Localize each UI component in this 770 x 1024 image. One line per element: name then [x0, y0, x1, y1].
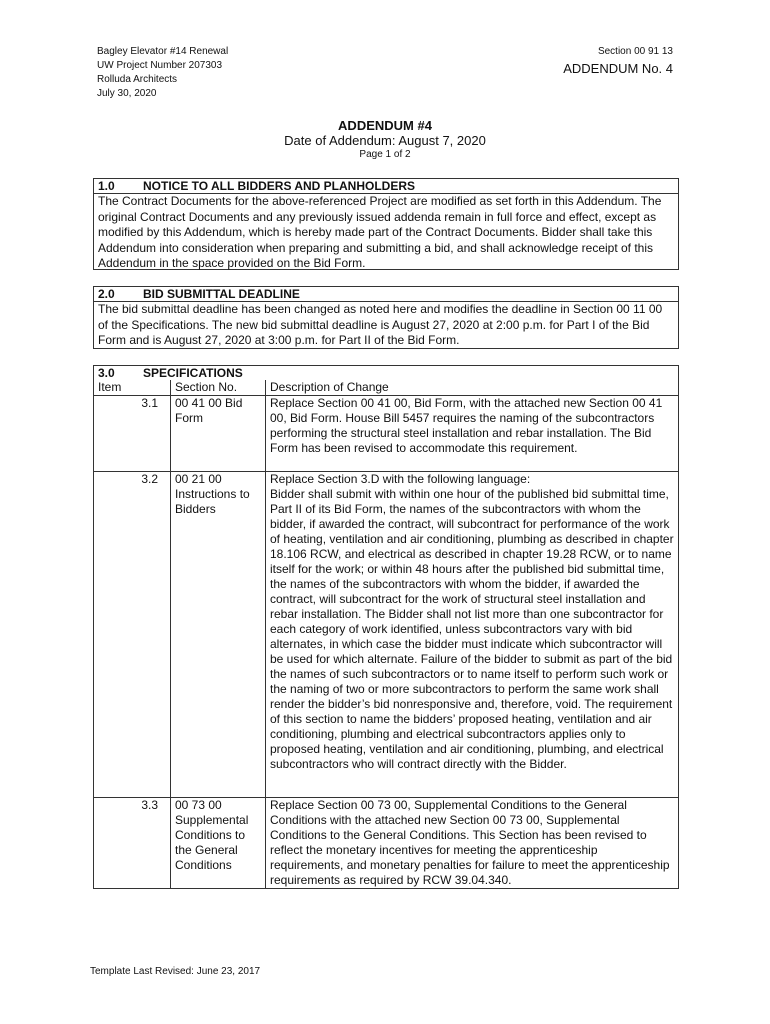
section-number: 3.0 [98, 366, 115, 380]
section-heading [94, 287, 678, 302]
section-number: 1.0 [98, 179, 115, 193]
section-reference: 00 73 00 Supplemental Conditions to the General Conditions [171, 798, 266, 889]
specifications-heading-row [94, 366, 679, 381]
column-header-item: Item [94, 380, 171, 396]
section-title: BID SUBMITTAL DEADLINE [143, 287, 300, 301]
specifications-table [93, 365, 679, 889]
page-number: Page 1 of 2 [359, 149, 411, 160]
section-reference: 00 21 00 Instructions to Bidders [171, 472, 266, 798]
change-description: Replace Section 00 73 00, Supplemental Conditions to the General Conditions with the attached new Section 00 73 00, Supplemental Conditions to the General Conditions. This Section has been revised to reflect the monetary incentives for meeting the apprenticeship requirements, and monetary penalties for failure to meet the apprenticeship requirements as required by RCW 39.04.340. [266, 798, 679, 889]
document-date: July 30, 2020 [97, 88, 157, 99]
section-notice-to-bidders [93, 178, 679, 270]
section-number: Section 00 91 13 [597, 46, 673, 57]
column-header-description: Description of Change [266, 380, 679, 396]
addendum-label: ADDENDUM No. 4 [563, 61, 673, 76]
project-name: Bagley Elevator #14 Renewal [97, 46, 229, 57]
item-number: 3.3 [94, 798, 171, 889]
section-reference: 00 41 00 Bid Form [171, 396, 266, 472]
section-heading [94, 179, 678, 194]
addendum-date: Date of Addendum: August 7, 2020 [284, 133, 486, 148]
section-title: NOTICE TO ALL BIDDERS AND PLANHOLDERS [143, 179, 416, 193]
section-title: SPECIFICATIONS [143, 366, 243, 380]
item-number: 3.1 [94, 396, 171, 472]
header-section-info [563, 45, 673, 78]
addendum-title: ADDENDUM #4 [338, 118, 432, 133]
section-body: The Contract Documents for the above-referenced Project are modified as set forth in this Addendum. The original Contract Documents and any previously issued addenda remain in full force and effect, except as modified by this Addendum, which is hereby made part of the Contract Documents. Bidder shall take this Addendum into consideration when preparing and submitting a bid, and shall acknowledge receipt of this Addendum in the space provided on the Bid Form. [98, 194, 662, 270]
column-header-row [94, 380, 679, 396]
section-bid-submittal-deadline [93, 286, 679, 349]
column-header-section: Section No. [171, 380, 266, 396]
item-number: 3.2 [94, 472, 171, 798]
template-revision-footer: Template Last Revised: June 23, 2017 [90, 966, 261, 977]
table-row [94, 396, 679, 472]
change-description: Replace Section 3.D with the following language: Bidder shall submit with within one hour of the published bid submittal time, Part II of its Bid Form, the names of the subcontractors with whom the bidder, if awarded the contract, will subcontract for performance of the work of heating, ventilation and air conditioning, plumbing as described in chapter 18.106 RCW, and electrical as described in chapter 19.28 RCW, or to name itself for the work; or within 48 hours after the published bid submittal time, the names of the subcontractors with whom the bidder, if awarded the contract, will subcontract for the work of structural steel installation and rebar installation. The Bidder shall not list more than one subcontractor for each category of work identified, unless subcontractors vary with bid alternates, in which case the bidder must indicate which subcontractor will be used for which alternate. Failure of the bidder to submit as part of the bid the names of such subcontractors or to name itself to perform such work or the naming of two or more subcontractors to perform the same work shall render the bidder’s bid nonresponsive and, therefore, void. The requirement of this section to name the bidders’ proposed heating, ventilation and air conditioning, plumbing and electrical subcontractors applies only to proposed heating, ventilation and air conditioning, plumbing, and electrical subcontractors who will contract directly with the Bidder. [266, 472, 679, 798]
table-row [94, 472, 679, 798]
table-row [94, 798, 679, 889]
header-project-info [97, 45, 228, 101]
section-body: The bid submittal deadline has been changed as noted here and modifies the deadline in Section 00 11 00 of the Specifications. The new bid submittal deadline is August 27, 2020 at 2:00 p.m. for Part I of the Bid Form and is August 27, 2020 at 3:00 p.m. for Part II of the Bid Form. [98, 302, 663, 347]
project-number: UW Project Number 207303 [97, 60, 223, 71]
architect-name: Rolluda Architects [97, 74, 178, 85]
change-description: Replace Section 00 41 00, Bid Form, with the attached new Section 00 41 00, Bid Form. House Bill 5457 requires the naming of the subcontractors performing the structural steel installation and rebar installation. The Bid Form has been revised to accommodate this requirement. [266, 396, 679, 472]
section-number: 2.0 [98, 287, 115, 301]
